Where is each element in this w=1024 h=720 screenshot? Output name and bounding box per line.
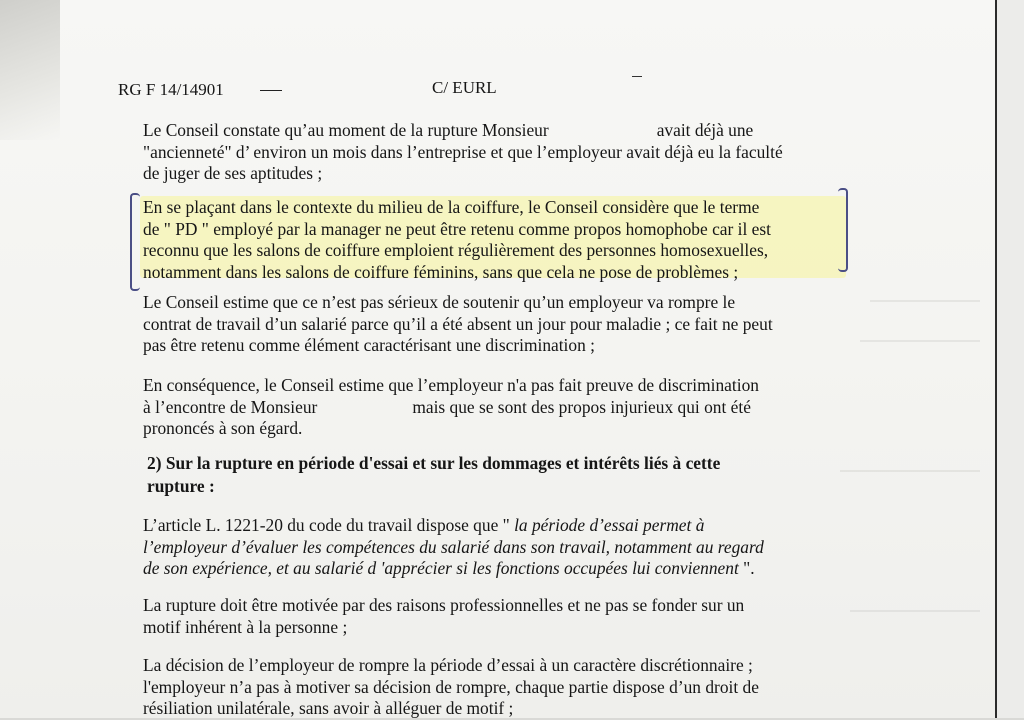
text-line: contrat de travail d’un salarié parce qu’il a été absent un jour pour maladie ; ce fait ne peut (143, 313, 773, 334)
section-heading (147, 452, 847, 498)
quote-text: de son expérience, et au salarié d 'apprécier si les fonctions occupées lui conviennent (143, 558, 739, 578)
text-line: mais que se sont des propos injurieux qui ont été (412, 396, 751, 417)
paragraph-rupture (143, 595, 843, 638)
text-line: à l’encontre de Monsieur (143, 396, 318, 417)
text-line: résiliation unilatérale, sans avoir à alléguer de motif ; (143, 698, 514, 718)
reference-dash (260, 90, 282, 91)
text-line: de " PD " employé par la manager ne peut être retenu comme propos homophobe car il est (143, 218, 771, 239)
left-bracket-mark (130, 193, 140, 291)
paragraph-highlighted (143, 197, 843, 283)
paragraph-anciennete (143, 120, 843, 185)
text-line: ". (743, 558, 755, 578)
text-line: prononcés à son égard. (143, 418, 303, 438)
next-page-strip (997, 0, 1024, 718)
party-name: C/ EURL (432, 78, 497, 97)
quote-text: l’employeur d’évaluer les compétences du salarié dans son travail, notamment au regard (143, 536, 764, 557)
text-line: La rupture doit être motivée par des raisons professionnelles et ne pas se fonder sur un (143, 595, 745, 615)
text-line: reconnu que les salons de coiffure emploient régulièrement des personnes homosexuelles, (143, 240, 769, 260)
header-mark (632, 76, 642, 77)
text-line: motif inhérent à la personne ; (143, 616, 348, 637)
bleed-through-line (850, 610, 980, 612)
heading-line: 2) Sur la rupture en période d'essai et sur les dommages et intérêts liés à cette (147, 453, 721, 473)
text-line: de juger de ses aptitudes ; (143, 163, 323, 183)
page-corner-shadow (0, 0, 60, 140)
text-line: En conséquence, le Conseil estime que l’employeur n'a pas fait preuve de discrimination (143, 375, 759, 395)
quote-text: la période d’essai permet à (514, 515, 705, 535)
text-line: l'employeur n’a pas à motiver sa décision de rompre, chaque partie dispose d’un droit de (143, 676, 759, 697)
text-line: Le Conseil constate qu’au moment de la rupture Monsieur (143, 120, 549, 140)
text-line: Le Conseil estime que ce n’est pas sérieux de soutenir qu’un employeur va rompre le (143, 292, 736, 312)
text-line: notamment dans les salons de coiffure féminins, sans que cela ne pose de problèmes ; (143, 261, 739, 282)
bleed-through-line (870, 300, 980, 302)
paragraph-maladie (143, 292, 843, 357)
text-line: "ancienneté" d’ environ un mois dans l’entreprise et que l’employeur avait déjà eu la faculté (143, 141, 783, 162)
text-line: avait déjà une (656, 120, 754, 140)
heading-line: rupture : (147, 476, 215, 496)
case-reference: RG F 14/14901 (118, 80, 224, 99)
paragraph-article (143, 515, 843, 580)
text-line: pas être retenu comme élément caractérisant une discrimination ; (143, 335, 595, 355)
bleed-through-line (840, 470, 980, 472)
text-line: En se plaçant dans le contexte du milieu de la coiffure, le Conseil considère que le terme (143, 197, 760, 217)
paragraph-consequence (143, 375, 843, 440)
text-line: L’article L. 1221-20 du code du travail dispose que " (143, 515, 510, 535)
paragraph-decision (143, 655, 843, 720)
text-line: La décision de l’employeur de rompre la période d’essai à un caractère discrétionnaire ; (143, 655, 753, 675)
bleed-through-line (860, 340, 980, 342)
